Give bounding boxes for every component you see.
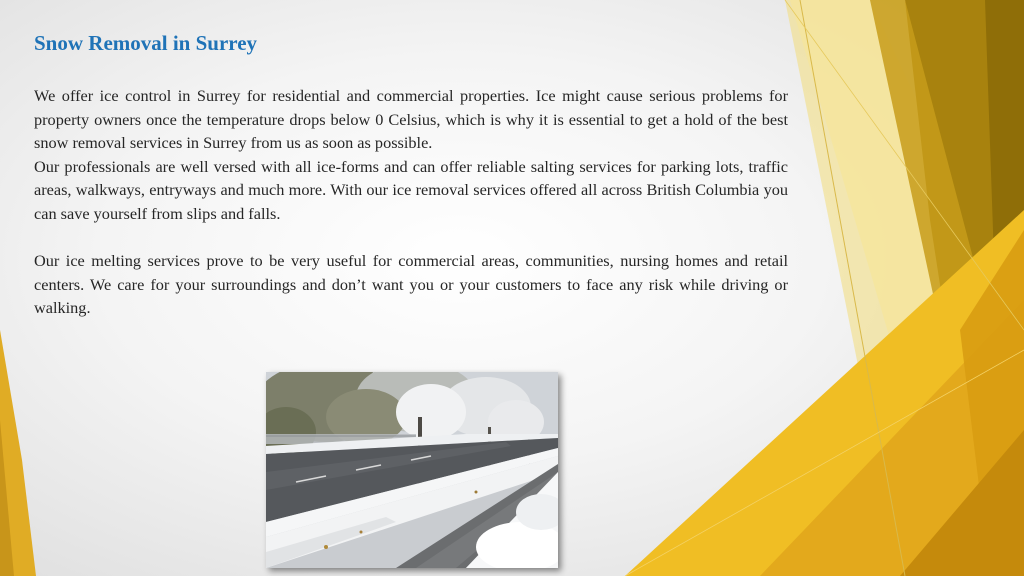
paragraph-professionals: Our professionals are well versed with all ice-forms and can offer reliable salting services for parking lots, traffic areas, walkways, entryways and much more. With our ice removal services offered all across British Columbia you can save yourself from slips and falls. <box>34 156 788 223</box>
slide-title: Snow Removal in Surrey <box>34 31 258 55</box>
snow-street-photo <box>266 372 558 568</box>
paragraph-ice-control: We offer ice control in Surrey for residential and commercial properties. Ice might cause serious problems for property owners once the temperature drops below 0 Celsius, which is why it is essential to get a hold of the best snow removal services in Surrey from us as soon as possible. <box>34 86 788 152</box>
paragraph-spacer <box>34 225 788 249</box>
slide-body <box>34 84 788 320</box>
paragraph-ice-melting: Our ice melting services prove to be very useful for commercial areas, communities, nursing homes and retail centers. We care for your surroundings and don’t want you or your customers to face any risk while driving or walking. <box>34 251 788 317</box>
